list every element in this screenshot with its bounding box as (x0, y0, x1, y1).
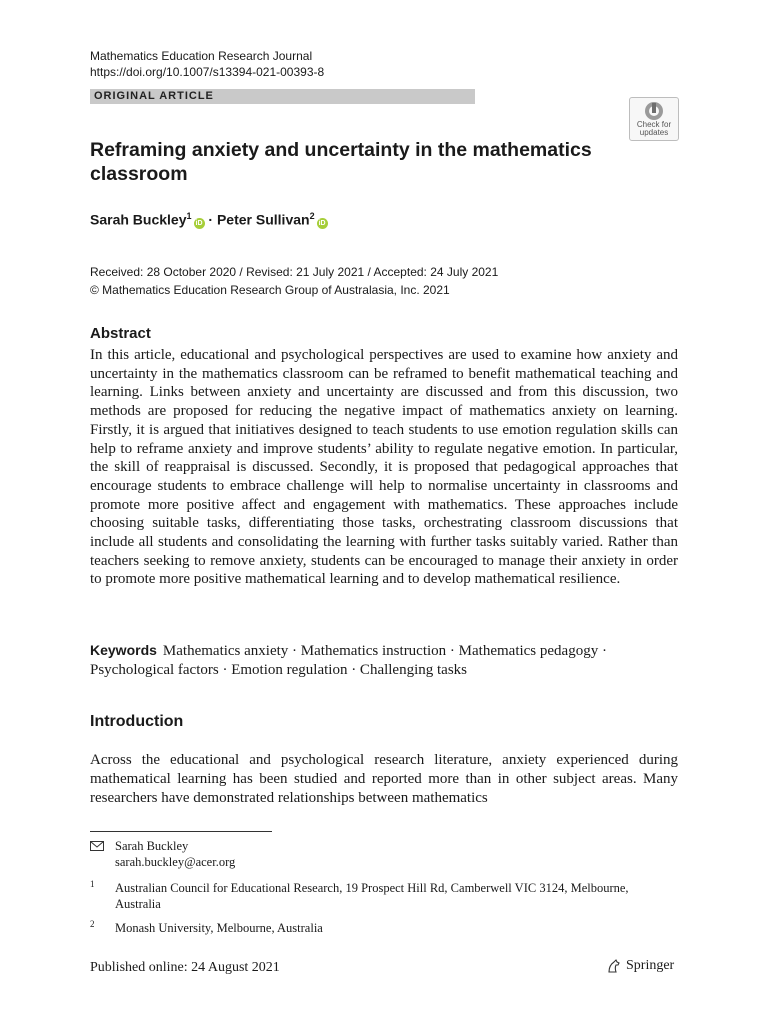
check-updates-icon (643, 101, 665, 121)
contact-name: Sarah Buckley (115, 839, 189, 853)
journal-name: Mathematics Education Research Journal (90, 49, 313, 63)
abstract-heading: Abstract (90, 325, 151, 342)
author-list (90, 207, 328, 229)
introduction-text: Across the educational and psychological research literature, anxiety experienced during mathematical learning has been studied and reported more than in other subject areas. Many researchers have demonstrated relationships between mathematics (90, 752, 678, 806)
introduction-heading: Introduction (90, 713, 184, 730)
publisher-logo[interactable] (606, 958, 674, 974)
article-type-banner: ORIGINAL ARTICLE (90, 89, 475, 104)
keywords-label: Keywords (90, 642, 157, 658)
journal-header (90, 48, 324, 80)
orcid-icon[interactable]: iD (195, 219, 203, 227)
check-for-updates-badge[interactable] (629, 97, 679, 141)
author-separator: · (208, 211, 214, 228)
history-dates: Received: 28 October 2020 / Revised: 21 July 2021 / Accepted: 24 July 2021 (90, 265, 499, 279)
affiliation-number: 1 (90, 879, 95, 889)
article-title: Reframing anxiety and uncertainty in the mathematics classroom (90, 139, 592, 185)
author-name[interactable]: Sarah Buckley (90, 211, 187, 228)
affiliation-number: 2 (90, 919, 95, 929)
corresponding-author (115, 838, 235, 870)
published-online: Published online: 24 August 2021 (90, 960, 280, 975)
journal-doi-link[interactable]: https://doi.org/10.1007/s13394-021-00393-8 (90, 65, 325, 79)
abstract-text: In this article, educational and psychological perspectives are used to examine how anxiety and uncertainty in the mathematics classroom can be reframed to benefit mathematical teaching and learning. Links between anxiety and uncertainty are discussed and from this discussion, two methods are proposed for reducing the negative impact of mathematics anxiety on learning. Firstly, it is argued that initiatives designed to teach students to use emotion regulation skills can help to reframe anxiety and improve students’ ability to regulate negative emotion. In particular, the skill of reappraisal is discussed. Secondly, it is proposed that pedagogical approaches that encourage students to embrace challenge will help to normalise uncertainty in classrooms and promote more positive affect and engagement with mathematics. These approaches include choosing suitable tasks, differentiating those tasks, orchestrating classroom discussions that include all students and consolidating the learning with further tasks suitably varied. Rather than teachers seeking to remove anxiety, students can be encouraged to manage their anxiety in order to promote more positive mathematical learning and to develop mathematical resilience. (90, 347, 678, 588)
keywords-text: Mathematics anxiety · Mathematics instruction · Mathematics pedagogy · Psychological factors · Emotion regulation · Challenging tasks (90, 643, 607, 678)
affiliation-1: Australian Council for Educational Research, 19 Prospect Hill Rd, Camberwell VIC 3124, Melbourne, Australia (115, 881, 629, 911)
publication-dates (90, 263, 498, 299)
footnote-divider (90, 831, 272, 832)
check-updates-line1: Check for (636, 120, 672, 129)
orcid-icon[interactable]: iD (318, 219, 326, 227)
author-name[interactable]: Peter Sullivan (216, 211, 310, 228)
author-affiliation-sup: 1 (186, 211, 192, 221)
envelope-icon (90, 841, 104, 851)
author-affiliation-sup: 2 (309, 211, 315, 221)
copyright-line: © Mathematics Education Research Group of Australasia, Inc. 2021 (90, 283, 450, 297)
keywords-block (90, 641, 678, 680)
springer-horse-icon (606, 958, 622, 974)
check-updates-line2: updates (639, 128, 669, 137)
contact-email-link[interactable]: sarah.buckley@acer.org (115, 855, 236, 869)
publisher-name: Springer (626, 958, 675, 973)
affiliation-2: Monash University, Melbourne, Australia (115, 921, 323, 935)
